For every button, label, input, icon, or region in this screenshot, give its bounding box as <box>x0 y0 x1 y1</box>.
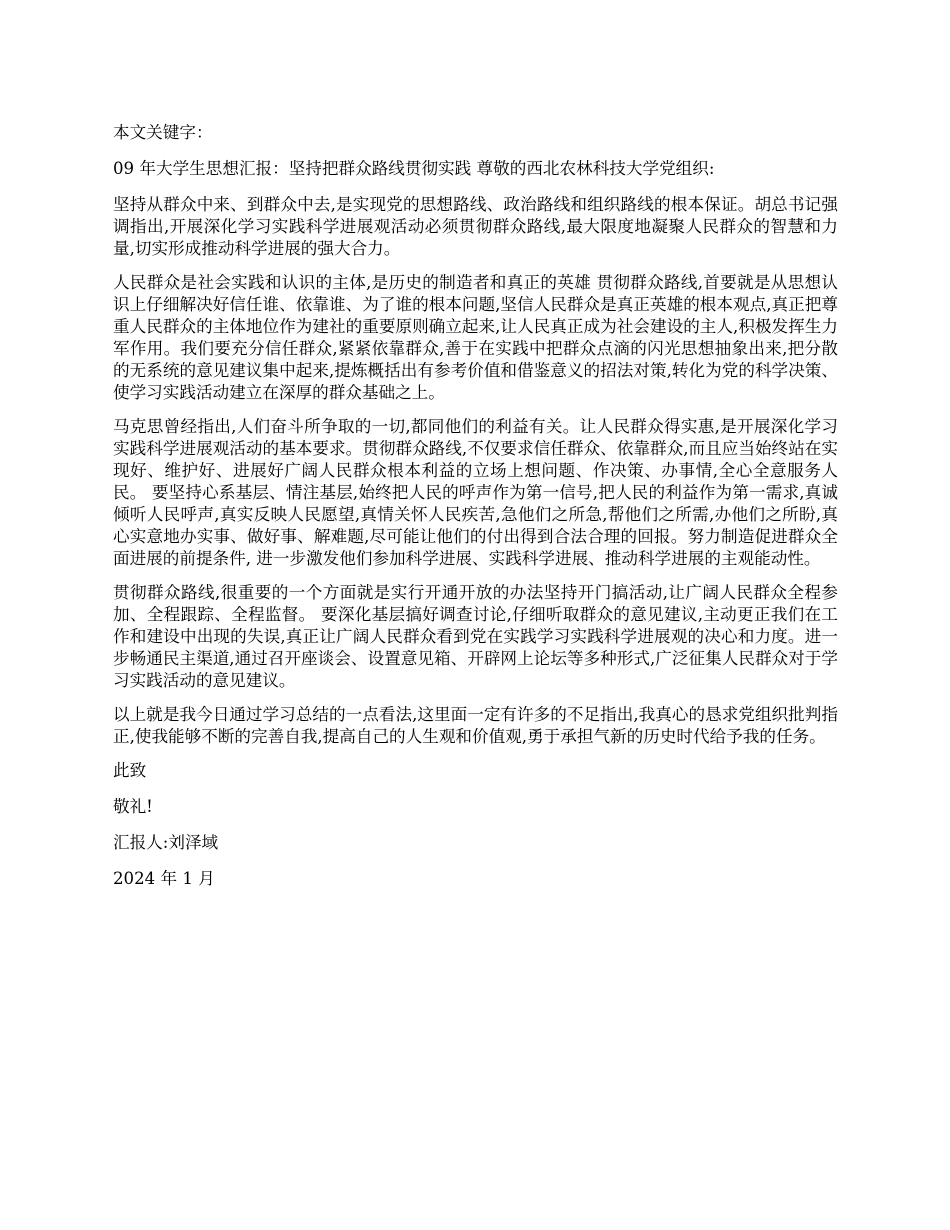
paragraph: 坚持从群众中来、到群众中去,是实现党的思想路线、政治路线和组织路线的根本保证。胡总书记强调指出,开展深化学习实践科学进展观活动必须贯彻群众路线,最大限度地凝聚人民群众的智慧和力量,切实形成推动科学进展的强大合力。 <box>113 195 838 258</box>
paragraph: 贯彻群众路线,很重要的一个方面就是实行开通开放的办法坚持开门搞活动,让广阔人民群众全程参加、全程跟踪、全程监督。 要深化基层搞好调查讨论,仔细听取群众的意见建议,主动更正我们在工作和建设中出现的失误,真正让广阔人民群众看到党在实践学习实践科学进展观的决心和力度。进一步畅通民主渠道,通过召开座谈会、设置意见箱、开辟网上论坛等多种形式,广泛征集人民群众对于学习实践活动的意见建议。 <box>113 583 838 690</box>
reporter-signature: 汇报人:刘泽域 <box>113 833 219 852</box>
title-line: 09 年大学生思想汇报：坚持把群众路线贯彻实践 尊敬的西北农林科技大学党组织: <box>113 159 715 178</box>
document-body <box>113 122 838 904</box>
closing-text: 此致 <box>113 761 147 780</box>
paragraph: 马克思曾经指出,人们奋斗所争取的一切,都同他们的利益有关。让人民群众得实惠,是开展深化学习实践科学进展观活动的基本要求。贯彻群众路线,不仅要求信任群众、依靠群众,而且应当始终站在实现好、维护好、进展好广阔人民群众根本利益的立场上想问题、作决策、办事情,全心全意服务人民。 要坚持心系基层、情注基层,始终把人民的呼声作为第一信号,把人民的利益作为第一需求,真诚倾听人民呼声,真实反映人民愿望,真情关怀人民疾苦,急他们之所急,帮他们之所需,办他们之所盼,真心实意地办实事、做好事、解难题,尽可能让他们的付出得到合法合理的回报。努力制造促进群众全面进展的前提条件, 进一步激发他们参加科学进展、实践科学进展、推动科学进展的主观能动性。 <box>113 417 838 568</box>
keywords-label: 本文关键字： <box>113 123 213 142</box>
paragraph: 以上就是我今日通过学习总结的一点看法,这里面一定有许多的不足指出,我真心的恳求党组织批判指正,使我能够不断的完善自我,提高自己的人生观和价值观,勇于承担气新的历史时代给予我的任务。 <box>113 705 838 746</box>
salute-text: 敬礼! <box>113 797 153 816</box>
report-date: 2024 年 1 月 <box>113 869 215 888</box>
paragraph: 人民群众是社会实践和认识的主体,是历史的制造者和真正的英雄 贯彻群众路线,首要就是从思想认识上仔细解决好信任谁、依靠谁、为了谁的根本问题,坚信人民群众是真正英雄的根本观点,真正把尊重人民群众的主体地位作为建社的重要原则确立起来,让人民真正成为社会建设的主人,积极发挥生力军作用。我们要充分信任群众,紧紧依靠群众,善于在实践中把群众点滴的闪光思想抽象出来,把分散的无系统的意见建议集中起来,提炼概括出有参考价值和借鉴意义的招法对策,转化为党的科学决策、 使学习实践活动建立在深厚的群众基础之上。 <box>113 273 838 402</box>
